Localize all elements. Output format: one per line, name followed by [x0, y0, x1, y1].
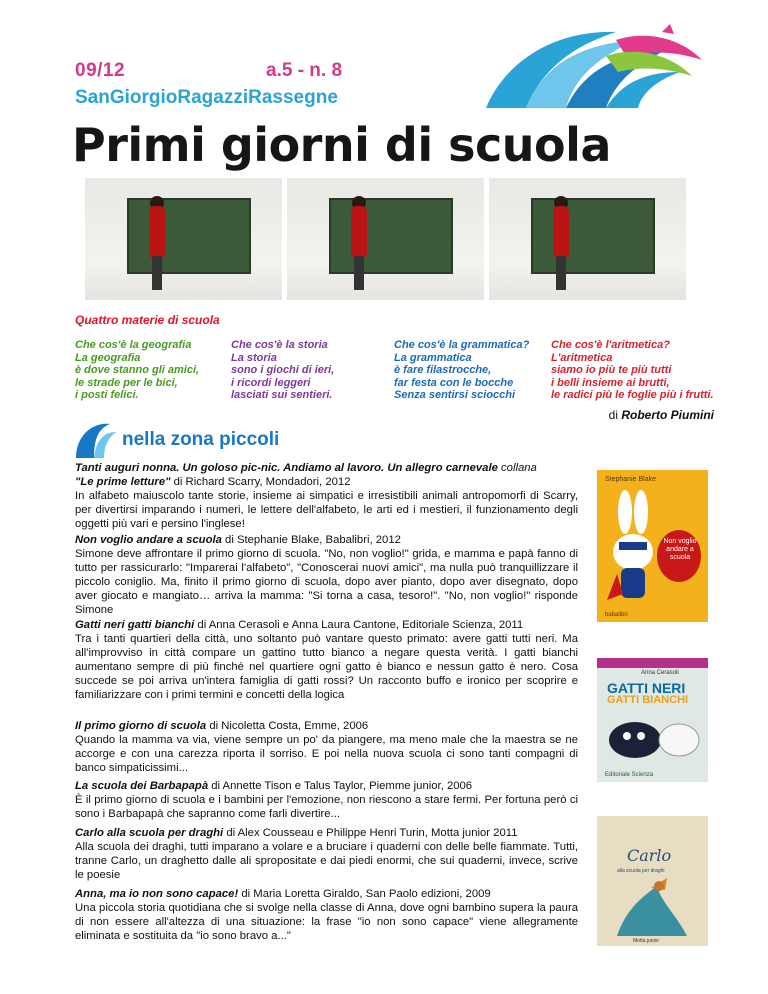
photo-child-blackboard-1 [85, 178, 282, 300]
series-name: SanGiorgioRagazziRassegne [75, 87, 338, 108]
book-entry-costa: Il primo giorno di scuola di Nicoletta Costa, Emme, 2006 Quando la mamma va via, viene sempre un po' da piangere, ma meno male che la maestra se ne accorge e con una carezza riporta il sorriso. E poi nella nuova scuola ci sono tanti compagni di banco simpaticissimi... [75, 720, 578, 774]
cover-non-voglio: Stephanie Blake Non voglio andare a scuola babalibri [597, 470, 708, 622]
book-entry-scarry: Tanti auguri nonna. Un goloso pic-nic. Andiamo al lavoro. Un allegro carnevale collana "Le prime letture" di Richard Scarry, Mondadori, 2012 In alfabeto maiuscolo tante storie, insieme ai simpatici e irresistibili animali antropomorfi di Scarry, per divertirsi imparando i numeri, le lettere dell'alfabeto, le arti ed i mestieri, il funzionamento degli oggetti più vari e persino l'inglese! [75, 462, 578, 530]
cover-gatti-neri: Anna Cerasoli GATTI NERI GATTI BIANCHI Editoriale Scienza [597, 658, 708, 782]
poem-arithmetic: Che cos'è l'aritmetica? L'aritmetica siamo io più te più tutti i belli insieme ai brutti, le radici più le foglie più i frutti. [551, 339, 714, 401]
photo-child-blackboard-3 [489, 178, 686, 300]
book-entry-giraldo: Anna, ma io non sono capace! di Maria Loretta Giraldo, San Paolo edizioni, 2009 Una piccola storia quotidiana che si svolge nella classe di Anna, dove ogni bambino supera la paura di non essere all'altezza di una situazione: la frase "io non sono capace" viene allegramente eliminata e sostituita da "io sono bravo a..." [75, 888, 578, 942]
issue-date: 09/12 [75, 60, 126, 81]
poems-author: di Roberto Piumini [608, 408, 714, 422]
zone-heading: nella zona piccoli [122, 429, 280, 450]
poems-section-title: Quattro materie di scuola [75, 313, 220, 327]
book-entry-cerasoli: Gatti neri gatti bianchi di Anna Cerasoli e Anna Laura Cantone, Editoriale Scienza, 2011 Tra i tanti quartieri della città, uno soltanto può vantare questo primato: avere gatti tutti neri. Ma all'improvviso in città compare un gattino tutto bianco a negare questa verità. I gatti bianchi aumentano sempre di più finché nel quartiere ogni gatto è bianco e nessun gatto è nero. Cosa succede se poi arriva un'intera famiglia di gatti rossi? Un racconto buffo e ironico per scoprire e familiarizzare con i primi termini e concetti della logica [75, 619, 578, 701]
rassegne-logo [466, 20, 710, 116]
book-entry-barbapapa: La scuola dei Barbapapà di Annette Tison e Talus Taylor, Piemme junior, 2006 È il primo giorno di scuola e i bambini per l'emozione, non riescono a stare fermi. Per fortuna però ci sono i Barbapapà che sapranno come farli divertire... [75, 780, 578, 820]
poem-grammar: Che cos'è la grammatica? La grammatica è fare filastrocche, far festa con le bocche Senza sentirsi sciocchi [394, 339, 530, 401]
book-entry-cousseau: Carlo alla scuola per draghi di Alex Cousseau e Philippe Henri Turin, Motta junior 2011 Alla scuola dei draghi, tutti imparano a volare e a bruciare i quaderni con delle belle fiammate. Tutti, tranne Carlo, un draghetto dalle ali spropositate e dai piedi enormi, che sui quaderni, invece, scrive le poesie [75, 827, 578, 881]
issue-number: a.5 - n. 8 [266, 60, 343, 81]
poem-history: Che cos'è la storia La storia sono i giochi di ieri, i ricordi leggeri lasciati sui sentieri. [231, 339, 335, 401]
cover-carlo: Carlo alla scuola per draghi Motta junior [597, 816, 708, 946]
page-title: Primi giorni di scuola [72, 118, 611, 172]
photo-child-blackboard-2 [287, 178, 484, 300]
book-entry-blake: Non voglio andare a scuola di Stephanie Blake, Babalibri, 2012 Simone deve affrontare il primo giorno di scuola. "No, non voglio!" grida, e mamma e papà fanno di tutto per rassicurarlo: "Imparerai l'alfabeto", "Conoscerai nuovi amici", ma nulla può tranquillizzare il piccolo coniglio. Ma, finito il primo giorno di scuola, dopo aver pianto, dopo aver disegnato, dopo aver giocato e mangiato… arriva la mamma: "Si torna a casa, tesoro!". "No, non voglio!" risponde Simone [75, 534, 578, 616]
dinosaur-icon [70, 418, 120, 460]
poem-geography: Che cos'è la geografia La geografia è dove stanno gli amici, le strade per le bici, i posti felici. [75, 339, 200, 401]
